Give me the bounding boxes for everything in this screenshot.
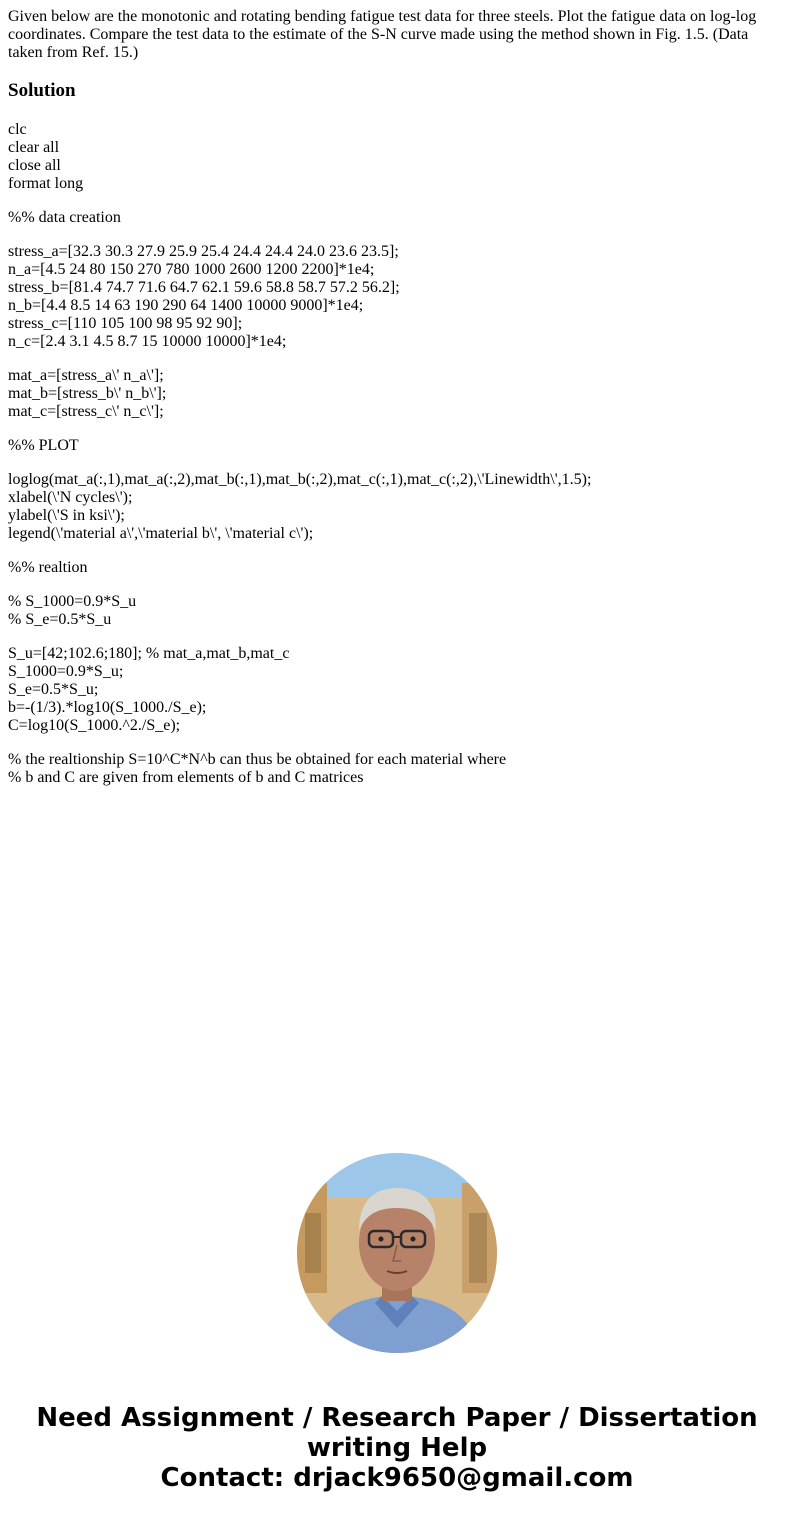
code-line: stress_b=[81.4 74.7 71.6 64.7 62.1 59.6 58.8 58.7 57.2 56.2]; [8, 279, 400, 296]
code-line: xlabel(\'N cycles\'); [8, 489, 133, 506]
question-text: Given below are the monotonic and rotating bending fatigue test data for three steels. Plot the fatigue data on log-log coordinates. Compare the test data to the estimate of the S-N curve made using the method shown in Fig. 1.5. (Data taken from Ref. 15.) [8, 8, 757, 61]
code-line: stress_a=[32.3 30.3 27.9 25.9 25.4 24.4 24.4 24.0 23.6 23.5]; [8, 243, 399, 260]
code-line: stress_c=[110 105 100 98 95 92 90]; [8, 315, 243, 332]
code-line: n_a=[4.5 24 80 150 270 780 1000 2600 1200 2200]*1e4; [8, 261, 375, 278]
code-line: n_b=[4.4 8.5 14 63 190 290 64 1400 10000 9000]*1e4; [8, 297, 364, 314]
promo-line-3: Contact: drjack9650@gmail.com [160, 1463, 634, 1493]
code-line: S_e=0.5*S_u; [8, 681, 99, 698]
code-block [8, 593, 778, 629]
code-block [8, 367, 778, 421]
code-line: mat_c=[stress_c\' n_c\']; [8, 403, 164, 420]
code-line: % S_e=0.5*S_u [8, 611, 112, 628]
code-block [8, 471, 778, 543]
promo-line-2: writing Help [306, 1433, 488, 1463]
code-line: close all [8, 157, 61, 174]
code-line: C=log10(S_1000.^2./S_e); [8, 717, 181, 734]
solution-heading: Solution [8, 80, 76, 101]
promo-banner [0, 1403, 794, 1493]
code-block [8, 209, 778, 227]
code-line: mat_a=[stress_a\' n_a\']; [8, 367, 164, 384]
code-block [8, 645, 778, 735]
code-line: S_1000=0.9*S_u; [8, 663, 124, 680]
code-line: b=-(1/3).*log10(S_1000./S_e); [8, 699, 207, 716]
code-block [8, 751, 778, 787]
code-line: clc [8, 121, 27, 138]
code-block [8, 437, 778, 455]
code-line: S_u=[42;102.6;180]; % mat_a,mat_b,mat_c [8, 645, 290, 662]
author-portrait-image [297, 1153, 497, 1353]
code-line: %% data creation [8, 209, 121, 226]
promo-line-1: Need Assignment / Research Paper / Dissertation [36, 1403, 758, 1433]
code-line: %% realtion [8, 559, 88, 576]
code-line: ylabel(\'S in ksi\'); [8, 507, 125, 524]
code-line: loglog(mat_a(:,1),mat_a(:,2),mat_b(:,1),mat_b(:,2),mat_c(:,1),mat_c(:,2),\'Linewidth\',1.5); [8, 471, 592, 488]
code-line: % b and C are given from elements of b and C matrices [8, 769, 364, 786]
code-line: format long [8, 175, 84, 192]
code-line: n_c=[2.4 3.1 4.5 8.7 15 10000 10000]*1e4; [8, 333, 287, 350]
code-block [8, 243, 778, 351]
code-line: clear all [8, 139, 60, 156]
code-block [8, 121, 778, 193]
code-line: mat_b=[stress_b\' n_b\']; [8, 385, 167, 402]
author-photo [297, 1153, 497, 1353]
code-line: %% PLOT [8, 437, 79, 454]
code-block [8, 559, 778, 577]
code-line: legend(\'material a\',\'material b\', \'material c\'); [8, 525, 314, 542]
code-line: % S_1000=0.9*S_u [8, 593, 137, 610]
code-line: % the realtionship S=10^C*N^b can thus be obtained for each material where [8, 751, 507, 768]
